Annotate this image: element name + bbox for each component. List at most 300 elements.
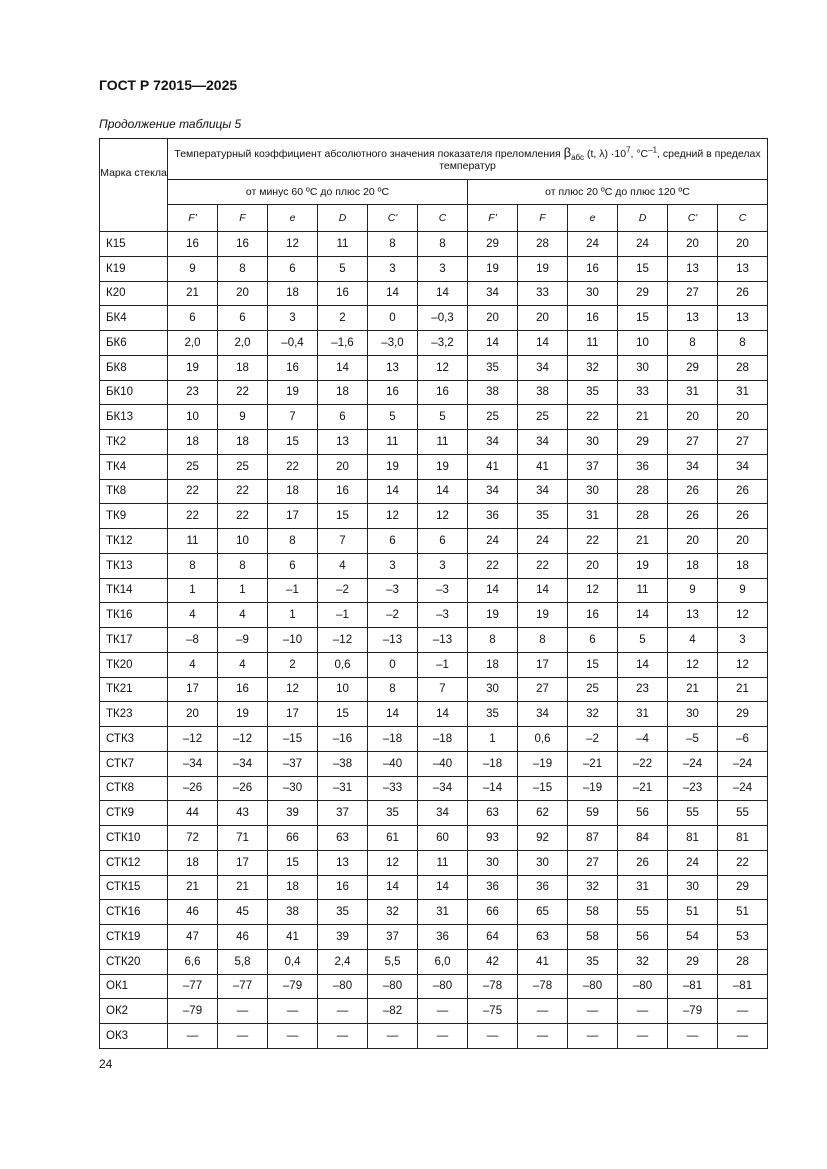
value-cell: 8	[368, 232, 418, 257]
value-cell: 71	[218, 826, 268, 851]
value-cell: 10	[618, 331, 668, 356]
value-cell: –77	[168, 974, 218, 999]
value-cell: 20	[668, 232, 718, 257]
value-cell: 15	[318, 702, 368, 727]
value-cell: —	[218, 999, 268, 1024]
value-cell: 5	[618, 628, 668, 653]
value-cell: 14	[418, 702, 468, 727]
value-cell: –75	[468, 999, 518, 1024]
value-cell: –30	[268, 776, 318, 801]
value-cell: 1	[468, 727, 518, 752]
value-cell: 5,8	[218, 949, 268, 974]
glass-mark-cell: ОК2	[100, 999, 168, 1024]
value-cell: 3	[718, 628, 768, 653]
value-cell: –34	[218, 751, 268, 776]
value-cell: 2,4	[318, 949, 368, 974]
table-row	[100, 900, 768, 925]
subcolumn-header: F	[518, 205, 568, 232]
value-cell: –12	[218, 727, 268, 752]
table-row	[100, 925, 768, 950]
value-cell: 22	[718, 850, 768, 875]
value-cell: 14	[418, 875, 468, 900]
glass-mark-cell: ОК3	[100, 1024, 168, 1049]
value-cell: –78	[468, 974, 518, 999]
value-cell: 22	[218, 479, 268, 504]
value-cell: 30	[468, 677, 518, 702]
value-cell: –40	[368, 751, 418, 776]
value-cell: 17	[268, 504, 318, 529]
value-cell: 10	[318, 677, 368, 702]
value-cell: 14	[518, 578, 568, 603]
table-row	[100, 405, 768, 430]
subcolumn-header: e	[268, 205, 318, 232]
value-cell: —	[668, 1024, 718, 1049]
value-cell: –77	[218, 974, 268, 999]
value-cell: 15	[268, 850, 318, 875]
table-row	[100, 751, 768, 776]
table-row	[100, 529, 768, 554]
glass-mark-cell: ТК2	[100, 430, 168, 455]
value-cell: 24	[468, 529, 518, 554]
value-cell: –0,3	[418, 306, 468, 331]
value-cell: –80	[418, 974, 468, 999]
value-cell: 34	[518, 355, 568, 380]
table-row	[100, 850, 768, 875]
value-cell: –6	[718, 727, 768, 752]
table-row	[100, 801, 768, 826]
value-cell: 29	[618, 430, 668, 455]
value-cell: 51	[668, 900, 718, 925]
value-cell: 29	[718, 702, 768, 727]
value-cell: 37	[318, 801, 368, 826]
value-cell: 33	[518, 281, 568, 306]
value-cell: 32	[568, 355, 618, 380]
value-cell: 20	[318, 454, 368, 479]
value-cell: 36	[518, 875, 568, 900]
value-cell: –26	[168, 776, 218, 801]
value-cell: 2,0	[168, 331, 218, 356]
glass-mark-cell: К20	[100, 281, 168, 306]
value-cell: 63	[468, 801, 518, 826]
value-cell: 9	[718, 578, 768, 603]
value-cell: –34	[418, 776, 468, 801]
data-table	[99, 138, 768, 1049]
value-cell: 29	[718, 875, 768, 900]
value-cell: 14	[468, 578, 518, 603]
value-cell: 18	[268, 281, 318, 306]
value-cell: 19	[218, 702, 268, 727]
value-cell: —	[518, 999, 568, 1024]
value-cell: 18	[218, 355, 268, 380]
value-cell: 26	[718, 479, 768, 504]
range-header-low: от минус 60 ºС до плюс 20 ºС	[168, 180, 468, 205]
value-cell: –4	[618, 727, 668, 752]
glass-mark-cell: ТК23	[100, 702, 168, 727]
value-cell: 9	[168, 256, 218, 281]
value-cell: 6	[268, 553, 318, 578]
value-cell: 17	[268, 702, 318, 727]
value-cell: —	[218, 1024, 268, 1049]
value-cell: 20	[718, 232, 768, 257]
value-cell: 16	[418, 380, 468, 405]
value-cell: 72	[168, 826, 218, 851]
value-cell: –19	[568, 776, 618, 801]
value-cell: –16	[318, 727, 368, 752]
value-cell: 20	[168, 702, 218, 727]
value-cell: 2,0	[218, 331, 268, 356]
table-row	[100, 256, 768, 281]
table-row	[100, 949, 768, 974]
value-cell: 3	[268, 306, 318, 331]
glass-mark-cell: ТК14	[100, 578, 168, 603]
value-cell: 14	[468, 331, 518, 356]
value-cell: 59	[568, 801, 618, 826]
value-cell: –1	[318, 603, 368, 628]
value-cell: 15	[268, 430, 318, 455]
glass-mark-cell: ТК20	[100, 652, 168, 677]
value-cell: –31	[318, 776, 368, 801]
value-cell: 30	[668, 875, 718, 900]
header-unit: , °С	[630, 147, 649, 160]
value-cell: 8	[468, 628, 518, 653]
value-cell: 32	[368, 900, 418, 925]
value-cell: –18	[418, 727, 468, 752]
value-cell: 84	[618, 826, 668, 851]
value-cell: 13	[718, 306, 768, 331]
value-cell: 26	[618, 850, 668, 875]
value-cell: 34	[518, 702, 568, 727]
value-cell: 27	[568, 850, 618, 875]
value-cell: 1	[168, 578, 218, 603]
value-cell: 22	[218, 380, 268, 405]
document-title: ГОСТ Р 72015—2025	[99, 77, 238, 93]
subcolumn-header: F	[218, 205, 268, 232]
subcolumn-header: D	[318, 205, 368, 232]
value-cell: 30	[468, 850, 518, 875]
glass-mark-cell: К15	[100, 232, 168, 257]
value-cell: 41	[468, 454, 518, 479]
value-cell: 34	[668, 454, 718, 479]
value-cell: 15	[618, 256, 668, 281]
value-cell: 16	[168, 232, 218, 257]
value-cell: 24	[518, 529, 568, 554]
glass-mark-cell: СТК20	[100, 949, 168, 974]
value-cell: –1	[268, 578, 318, 603]
header-unit-exponent: –1	[648, 145, 658, 154]
value-cell: 11	[618, 578, 668, 603]
value-cell: 18	[468, 652, 518, 677]
value-cell: 31	[418, 900, 468, 925]
value-cell: 8	[218, 256, 268, 281]
value-cell: 25	[218, 454, 268, 479]
value-cell: 18	[168, 430, 218, 455]
value-cell: 63	[518, 925, 568, 950]
value-cell: –23	[668, 776, 718, 801]
value-cell: 14	[418, 281, 468, 306]
value-cell: 81	[668, 826, 718, 851]
glass-mark-cell: СТК10	[100, 826, 168, 851]
value-cell: —	[718, 1024, 768, 1049]
glass-mark-cell: СТК3	[100, 727, 168, 752]
table-row	[100, 232, 768, 257]
table-row	[100, 553, 768, 578]
value-cell: 14	[368, 479, 418, 504]
value-cell: 12	[368, 850, 418, 875]
value-cell: 32	[618, 949, 668, 974]
glass-mark-cell: БК6	[100, 331, 168, 356]
value-cell: 16	[218, 232, 268, 257]
value-cell: 11	[418, 850, 468, 875]
value-cell: 8	[368, 677, 418, 702]
value-cell: 1	[218, 578, 268, 603]
value-cell: –26	[218, 776, 268, 801]
value-cell: 3	[368, 256, 418, 281]
glass-mark-cell: СТК12	[100, 850, 168, 875]
value-cell: 17	[218, 850, 268, 875]
value-cell: 30	[518, 850, 568, 875]
value-cell: 6,6	[168, 949, 218, 974]
value-cell: 24	[668, 850, 718, 875]
value-cell: 30	[568, 281, 618, 306]
value-cell: –79	[268, 974, 318, 999]
value-cell: 17	[518, 652, 568, 677]
value-cell: –3	[368, 578, 418, 603]
value-cell: 21	[618, 405, 668, 430]
value-cell: 16	[568, 256, 618, 281]
value-cell: 29	[468, 232, 518, 257]
value-cell: 21	[718, 677, 768, 702]
value-cell: 16	[368, 380, 418, 405]
value-cell: 56	[618, 925, 668, 950]
value-cell: 21	[168, 875, 218, 900]
value-cell: –3	[418, 578, 468, 603]
value-cell: –24	[718, 776, 768, 801]
value-cell: –2	[318, 578, 368, 603]
glass-mark-cell: СТК8	[100, 776, 168, 801]
value-cell: 28	[718, 355, 768, 380]
value-cell: –18	[368, 727, 418, 752]
value-cell: 9	[218, 405, 268, 430]
value-cell: 62	[518, 801, 568, 826]
value-cell: 0	[368, 652, 418, 677]
subcolumn-header: C'	[668, 205, 718, 232]
table-row	[100, 331, 768, 356]
value-cell: 38	[268, 900, 318, 925]
value-cell: 20	[718, 529, 768, 554]
subcolumn-header: C	[418, 205, 468, 232]
value-cell: 36	[468, 875, 518, 900]
value-cell: 34	[418, 801, 468, 826]
value-cell: 12	[418, 504, 468, 529]
header-prefix: Температурный коэффициент абсолютного значения показателя преломления	[174, 147, 564, 160]
value-cell: 58	[568, 900, 618, 925]
subcolumn-header: D	[618, 205, 668, 232]
glass-mark-cell: ТК8	[100, 479, 168, 504]
value-cell: 42	[468, 949, 518, 974]
value-cell: —	[568, 999, 618, 1024]
value-cell: 16	[568, 603, 618, 628]
value-cell: 64	[468, 925, 518, 950]
value-cell: 11	[368, 430, 418, 455]
value-cell: 41	[518, 454, 568, 479]
beta-symbol: β	[563, 144, 572, 160]
glass-mark-cell: СТК16	[100, 900, 168, 925]
value-cell: 35	[468, 355, 518, 380]
value-cell: –33	[368, 776, 418, 801]
value-cell: –12	[168, 727, 218, 752]
value-cell: 13	[318, 430, 368, 455]
value-cell: 5	[418, 405, 468, 430]
value-cell: 6	[568, 628, 618, 653]
column-header-coefficient	[168, 139, 768, 180]
value-cell: 19	[518, 603, 568, 628]
table-row	[100, 479, 768, 504]
value-cell: 8	[418, 232, 468, 257]
value-cell: –3	[418, 603, 468, 628]
value-cell: 28	[718, 949, 768, 974]
value-cell: 31	[568, 504, 618, 529]
value-cell: –8	[168, 628, 218, 653]
value-cell: 16	[318, 479, 368, 504]
value-cell: 4	[218, 652, 268, 677]
value-cell: 36	[618, 454, 668, 479]
value-cell: 29	[668, 355, 718, 380]
value-cell: 27	[668, 281, 718, 306]
glass-mark-cell: ТК16	[100, 603, 168, 628]
page-number: 24	[99, 1057, 113, 1071]
value-cell: –15	[518, 776, 568, 801]
value-cell: 65	[518, 900, 568, 925]
value-cell: –80	[368, 974, 418, 999]
value-cell: —	[568, 1024, 618, 1049]
glass-mark-cell: ТК21	[100, 677, 168, 702]
value-cell: 41	[268, 925, 318, 950]
glass-mark-cell: К19	[100, 256, 168, 281]
table-row	[100, 652, 768, 677]
value-cell: 47	[168, 925, 218, 950]
value-cell: 36	[468, 504, 518, 529]
value-cell: 18	[318, 380, 368, 405]
value-cell: –15	[268, 727, 318, 752]
table-row	[100, 281, 768, 306]
value-cell: 34	[468, 430, 518, 455]
value-cell: 39	[318, 925, 368, 950]
value-cell: 27	[668, 430, 718, 455]
value-cell: 32	[568, 875, 618, 900]
value-cell: 60	[418, 826, 468, 851]
value-cell: 8	[518, 628, 568, 653]
value-cell: 53	[718, 925, 768, 950]
value-cell: 21	[668, 677, 718, 702]
value-cell: 18	[268, 875, 318, 900]
value-cell: 34	[718, 454, 768, 479]
value-cell: 43	[218, 801, 268, 826]
value-cell: 13	[318, 850, 368, 875]
header-args: (t, λ) ·10	[584, 147, 627, 160]
value-cell: 41	[518, 949, 568, 974]
value-cell: –78	[518, 974, 568, 999]
value-cell: 14	[518, 331, 568, 356]
value-cell: 45	[218, 900, 268, 925]
value-cell: —	[718, 999, 768, 1024]
value-cell: 29	[618, 281, 668, 306]
table-row	[100, 999, 768, 1024]
glass-mark-cell: ТК9	[100, 504, 168, 529]
value-cell: –5	[668, 727, 718, 752]
value-cell: 12	[368, 504, 418, 529]
value-cell: 26	[718, 281, 768, 306]
value-cell: 4	[668, 628, 718, 653]
value-cell: 14	[368, 281, 418, 306]
value-cell: 34	[518, 430, 568, 455]
value-cell: 10	[168, 405, 218, 430]
value-cell: –13	[368, 628, 418, 653]
value-cell: 37	[368, 925, 418, 950]
beta-subscript: абс	[571, 152, 585, 162]
value-cell: 8	[718, 331, 768, 356]
value-cell: 13	[668, 256, 718, 281]
value-cell: 13	[368, 355, 418, 380]
value-cell: 5	[318, 256, 368, 281]
value-cell: 46	[168, 900, 218, 925]
value-cell: 25	[518, 405, 568, 430]
table-row	[100, 826, 768, 851]
value-cell: 30	[668, 702, 718, 727]
table-row	[100, 355, 768, 380]
value-cell: –38	[318, 751, 368, 776]
value-cell: –13	[418, 628, 468, 653]
value-cell: –82	[368, 999, 418, 1024]
value-cell: –34	[168, 751, 218, 776]
value-cell: 8	[168, 553, 218, 578]
table-row	[100, 628, 768, 653]
value-cell: 10	[218, 529, 268, 554]
value-cell: 4	[168, 652, 218, 677]
value-cell: 22	[168, 504, 218, 529]
value-cell: 14	[368, 875, 418, 900]
value-cell: 12	[668, 652, 718, 677]
value-cell: 27	[718, 430, 768, 455]
value-cell: —	[418, 1024, 468, 1049]
value-cell: –18	[468, 751, 518, 776]
value-cell: 12	[418, 355, 468, 380]
table-row	[100, 1024, 768, 1049]
value-cell: 8	[268, 529, 318, 554]
value-cell: 22	[268, 454, 318, 479]
value-cell: 87	[568, 826, 618, 851]
value-cell: 19	[368, 454, 418, 479]
value-cell: 16	[268, 355, 318, 380]
value-cell: 30	[568, 479, 618, 504]
value-cell: 6	[418, 529, 468, 554]
glass-mark-cell: БК8	[100, 355, 168, 380]
value-cell: 11	[318, 232, 368, 257]
subcolumn-header: C'	[368, 205, 418, 232]
value-cell: 30	[568, 430, 618, 455]
value-cell: 4	[168, 603, 218, 628]
value-cell: 26	[668, 479, 718, 504]
glass-mark-cell: СТК7	[100, 751, 168, 776]
value-cell: 18	[668, 553, 718, 578]
value-cell: –1	[418, 652, 468, 677]
value-cell: –80	[318, 974, 368, 999]
value-cell: 46	[218, 925, 268, 950]
value-cell: 28	[618, 504, 668, 529]
value-cell: 33	[618, 380, 668, 405]
value-cell: —	[618, 999, 668, 1024]
value-cell: 20	[718, 405, 768, 430]
value-cell: 51	[718, 900, 768, 925]
